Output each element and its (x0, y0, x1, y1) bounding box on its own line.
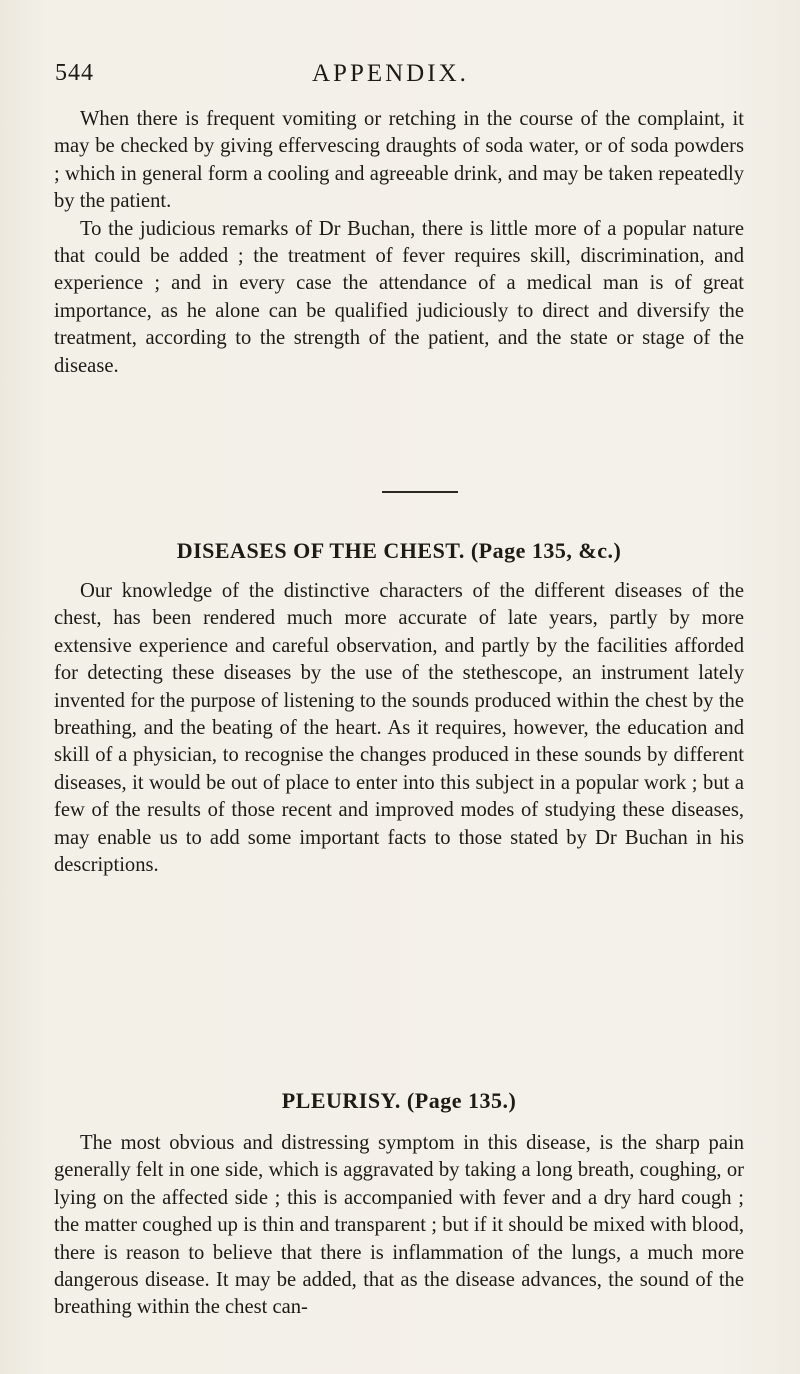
heading-pleurisy: PLEURISY. (Page 135.) (281, 1088, 517, 1113)
page-number: 544 (55, 60, 94, 86)
heading-diseases-of-chest: DISEASES OF THE CHEST. (Page 135, &c.) (176, 538, 622, 563)
paragraph-pleurisy-symptoms: The most obvious and distressing symptom in this disease, is the sharp pain generally felt in one side, which is aggravated by taking a long breath, coughing, or lying on the affected side ; this is accompanied with fever and a dry hard cough ; the matter coughed up is thin and transparent ; but if it should be mixed with blood, there is reason to believe that there is inflammation of the lungs, a much more dangerous disease. It may be added, that as the disease advances, the sound of the breathing within the chest can- (54, 1132, 744, 1319)
page-header (55, 60, 745, 96)
paragraph-vomiting: When there is frequent vomiting or retching in the course of the complaint, it may be checked by giving effervescing draughts of soda water, or of soda powders ; which in general form a cooling and agreeable drink, and may be taken repeatedly by the patient. (54, 108, 744, 213)
fever-text-block (54, 106, 744, 380)
paragraph-stethescope: Our knowledge of the distinctive characters of the different diseases of the chest, has been rendered much more accurate of late years, partly by more extensive experience and careful observation, and partly by the facilities afforded for detecting these diseases by the use of the stethescope, an instrument lately invented for the purpose of listening to the sounds produced within the chest by the breathing, and the beating of the heart. As it requires, however, the education and skill of a physician, to recognise the changes produced in these sounds by different diseases, it would be out of place to enter into this subject in a popular work ; but a few of the results of those recent and improved modes of studying these diseases, may enable us to add some important facts to those stated by Dr Buchan in his descriptions. (54, 580, 744, 877)
chest-text-block (54, 578, 744, 879)
pleurisy-text-block (54, 1130, 744, 1322)
section-divider (382, 491, 458, 493)
running-head: APPENDIX. (312, 60, 469, 87)
paragraph-buchan-remarks: To the judicious remarks of Dr Buchan, there is little more of a popular nature that could be added ; the treatment of fever requires skill, discrimination, and experience ; and in every case the attendance of a medical man is of great importance, as he alone can be qualified judiciously to direct and diversify the treatment, according to the strength of the patient, and the state or stage of the disease. (54, 217, 744, 377)
